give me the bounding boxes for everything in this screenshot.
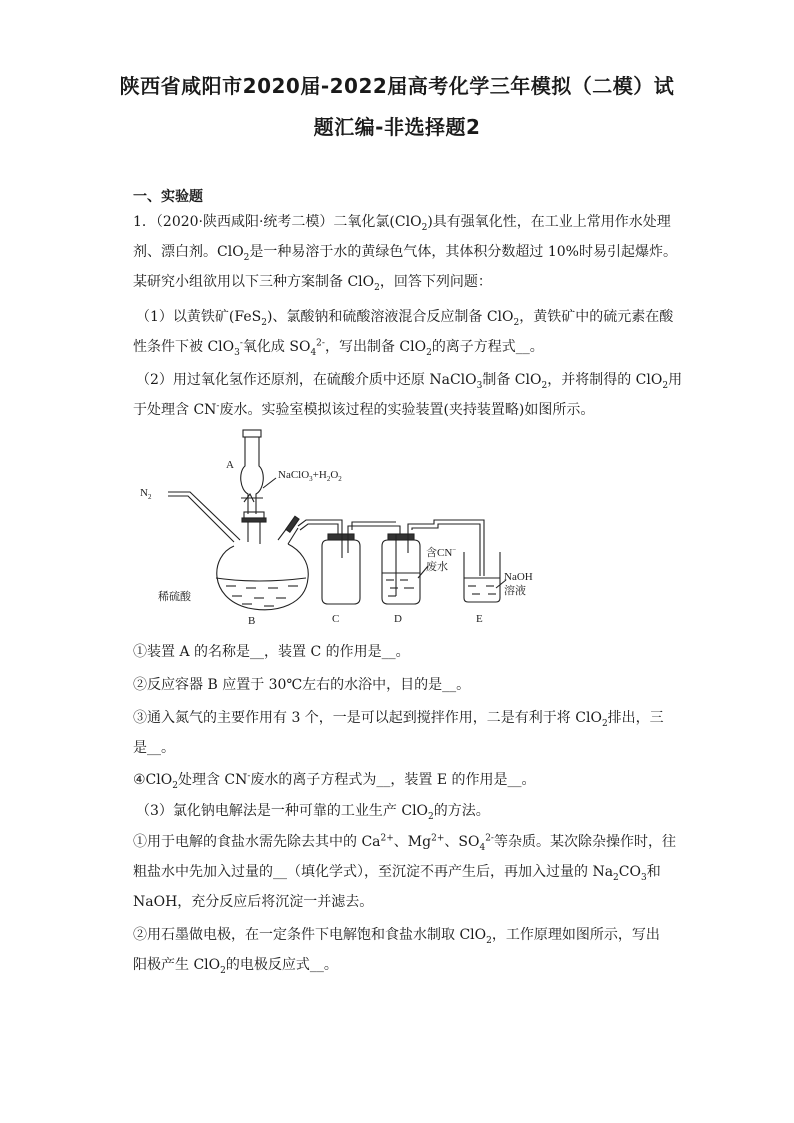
label-n2: $N_2$ [140,487,152,501]
label-naoh-1: NaOH [504,571,533,583]
part-3-item-1-line-1: ①用于电解的食盐水需先除去其中的 $Ca^{2+}$、$Mg^{2+}$、$SO_4^{2-}$等杂质。某次除杂操作时，往 [133,833,676,853]
part-3-item-1-line-3: NaOH，充分反应后将沉淀一并滤去。 [133,894,374,910]
subquestion-3-line-2: 是__。 [133,740,175,756]
bottle-c [322,540,360,604]
question-1-line-1: 1．（2020·陕西咸阳·统考二模）二氧化氯(ClO$_2$)具有强氧化性，在工业上常用作水处理 [133,214,671,233]
label-d: D [394,613,402,625]
apparatus-diagram [128,428,548,628]
part-2-line-2: 于处理含 CN-废水。实验室模拟该过程的实验装置(夹持装置略)如图所示。 [133,401,595,418]
subquestion-3-line-1: ③通入氮气的主要作用有 3 个，一是可以起到搅拌作用，二是有利于将 ClO$_2$排出，三 [133,710,664,729]
n2-inlet-tube [168,492,240,540]
part-2-line-1: （2）用过氧化氢作还原剂，在硫酸介质中还原 NaClO$_3$制备 ClO$_2$，并将制得的 ClO$_2$用 [136,372,683,391]
label-a: A [226,459,234,471]
subquestion-1: ①装置 A 的名称是__，装置 C 的作用是__。 [133,644,410,660]
question-1-line-3: 某研究小组欲用以下三种方案制备 ClO$_2$，回答下列问题： [133,274,492,293]
subquestion-4: ④ClO$_2$处理含 CN-废水的离子方程式为__，装置 E 的作用是__。 [133,771,536,791]
subquestion-2: ②反应容器 B 应置于 30℃左右的水浴中，目的是__。 [133,677,471,693]
flask-b [217,544,308,610]
section-heading: 一、实验题 [133,189,203,205]
bottle-d [382,540,420,604]
part-3-item-2-line-2: 阳极产生 ClO$_2$的电极反应式__。 [133,957,338,976]
label-cn-wastewater-2: 废水 [426,561,448,573]
part-1-line-1: （1）以黄铁矿(FeS$_2$)、氯酸钠和硫酸溶液混合反应制备 ClO$_2$，黄铁矿中的硫元素在酸 [136,309,674,328]
question-1-line-2: 剂、漂白剂。ClO$_2$是一种易溶于水的黄绿色气体，其体积分数超过 10%时易引起爆炸。 [133,244,677,263]
part-3-item-2-line-1: ②用石墨做电极，在一定条件下电解饱和食盐水制取 ClO$_2$，工作原理如图所示，写出 [133,927,660,946]
label-naoh-2: 溶液 [504,585,526,597]
part-3-item-1-line-2: 粗盐水中先加入过量的__（填化学式），至沉淀不再产生后，再加入过量的 $Na_2CO_3$和 [133,864,661,883]
label-c: C [332,613,340,625]
page-title-line2: 题汇编-非选择题2 [313,115,481,139]
dropping-funnel-a [241,436,264,514]
label-b: B [248,615,256,627]
page-title-line1: 陕西省咸阳市2020届-2022届高考化学三年模拟（二模）试 [119,74,675,98]
part-1-line-2: 性条件下被 ClO$_3$-氧化成 $SO_4^{2-}$，写出制备 ClO$_2$的离子方程式__。 [133,338,544,358]
label-dilute-sulfuric-acid: 稀硫酸 [158,591,191,603]
part-3: （3）氯化钠电解法是一种可靠的工业生产 ClO$_2$的方法。 [136,803,490,822]
label-cn-wastewater-1: 含CN− [426,546,457,559]
label-reagent: $NaClO_3+H_2O_2$ [278,469,342,483]
label-e: E [476,613,483,625]
